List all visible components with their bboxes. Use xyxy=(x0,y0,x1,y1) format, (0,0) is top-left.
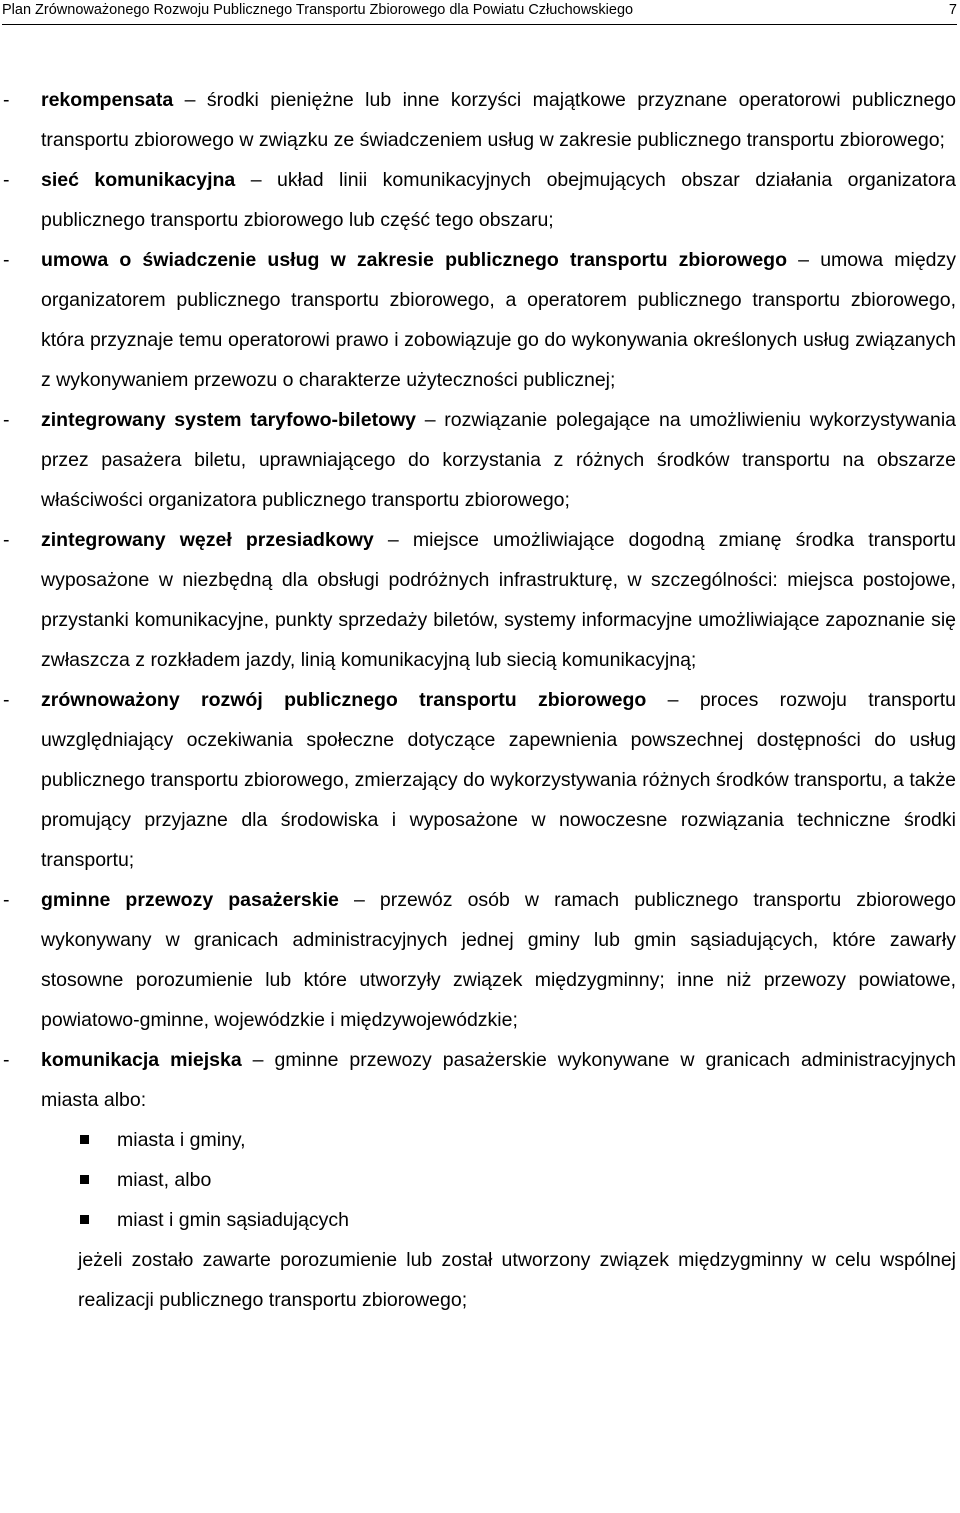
sub-list-item xyxy=(0,1160,956,1200)
square-bullet-icon xyxy=(80,1175,89,1184)
closing-paragraph: jeżeli zostało zawarte porozumienie lub został utworzony związek międzygminny w celu wspólnej realizacji publicznego transportu zbiorowego; xyxy=(78,1249,956,1311)
page-header xyxy=(2,0,957,25)
term-separator: – xyxy=(241,1049,275,1071)
definition-text: środki pieniężne lub inne korzyści majątkowe przyznane operatorowi publicznego transportu zbiorowego w związku ze świadczeniem usług w zakresie publicznego transportu zbiorowego; xyxy=(41,89,956,151)
dash-marker: - xyxy=(3,249,10,271)
definition-term: sieć komunikacyjna xyxy=(41,169,236,191)
definition-term: umowa o świadczenie usług w zakresie publicznego transportu zbiorowego xyxy=(41,249,787,271)
term-separator: – xyxy=(646,689,700,711)
definition-item xyxy=(0,520,956,680)
definition-text: przewóz osób w ramach publicznego transportu zbiorowego wykonywany w granicach administracyjnych jednej gminy lub gmin sąsiadujących, które zawarły stosowne porozumienie lub które utworzyły związek międzygminny; inne niż przewozy powiatowe, powiatowo-gminne, wojewódzkie i międzywojewódzkie; xyxy=(41,889,956,1031)
dash-marker: - xyxy=(3,1049,10,1071)
definition-term: zintegrowany węzeł przesiadkowy xyxy=(41,529,374,551)
dash-marker: - xyxy=(3,889,10,911)
page-number: 7 xyxy=(948,2,957,18)
header-title: Plan Zrównoważonego Rozwoju Publicznego Transportu Zbiorowego dla Powiatu Człuchowskiego xyxy=(2,2,634,18)
term-separator: – xyxy=(787,249,821,271)
square-bullet-icon xyxy=(80,1135,89,1144)
sub-list-item xyxy=(0,1120,956,1160)
term-separator: – xyxy=(373,529,413,551)
square-bullet-icon xyxy=(80,1215,89,1224)
definition-term: zrównoważony rozwój publicznego transportu zbiorowego xyxy=(41,689,647,711)
definition-item xyxy=(0,680,956,880)
definitions-list xyxy=(0,80,956,1320)
definition-item xyxy=(0,80,956,160)
definition-text: gminne przewozy pasażerskie wykonywane w granicach administracyjnych miasta albo: xyxy=(41,1049,956,1111)
definition-term: gminne przewozy pasażerskie xyxy=(41,889,339,911)
sub-item-text: miast, albo xyxy=(117,1169,212,1191)
dash-marker: - xyxy=(3,169,10,191)
term-separator: – xyxy=(173,89,207,111)
definition-item xyxy=(0,1040,956,1120)
definition-text: umowa między organizatorem publicznego transportu zbiorowego, a operatorem publicznego transportu zbiorowego, która przyznaje temu operatorowi prawo i zobowiązuje go do wykonywania określonych usług związanych z wykonywaniem przewozu o charakterze użyteczności publicznej; xyxy=(41,249,957,391)
term-separator: – xyxy=(416,409,445,431)
dash-marker: - xyxy=(3,529,10,551)
dash-marker: - xyxy=(3,89,10,111)
definition-text: proces rozwoju transportu uwzględniający oczekiwania społeczne dotyczące zapewnienia powszechnej dostępności do usług publicznego transportu zbiorowego, zmierzający do wykorzystywania różnych środków transportu, a także promujący przyjazne dla środowiska i wyposażone w nowoczesne rozwiązania techniczne środki transportu; xyxy=(41,689,957,871)
sub-item-text: miast i gmin sąsiadujących xyxy=(117,1209,349,1231)
dash-marker: - xyxy=(3,409,10,431)
definition-text: układ linii komunikacyjnych obejmujących obszar działania organizatora publicznego transportu zbiorowego lub część tego obszaru; xyxy=(41,169,956,231)
definition-item xyxy=(0,160,956,240)
term-separator: – xyxy=(235,169,277,191)
definition-item xyxy=(0,400,956,520)
definition-term: komunikacja miejska xyxy=(41,1049,242,1071)
definition-term: zintegrowany system taryfowo-biletowy xyxy=(41,409,416,431)
term-separator: – xyxy=(338,889,380,911)
sub-list-item xyxy=(0,1200,956,1240)
sub-item-text: miasta i gminy, xyxy=(117,1129,246,1151)
definition-item xyxy=(0,240,956,400)
definition-text: miejsce umożliwiające dogodną zmianę środka transportu wyposażone w niezbędną dla obsługi podróżnych infrastrukturę, w szczególności: miejsca postojowe, przystanki komunikacyjne, punkty sprzedaży biletów, systemy informacyjne umożliwiające zapoznanie się zwłaszcza z rozkładem jazdy, linią komunikacyjną lub siecią komunikacyjną; xyxy=(41,529,957,671)
definition-term: rekompensata xyxy=(41,89,174,111)
definition-item xyxy=(0,880,956,1040)
dash-marker: - xyxy=(3,689,10,711)
definition-text: rozwiązanie polegające na umożliwieniu wykorzystywania przez pasażera biletu, uprawniającego do korzystania z różnych środków transportu na obszarze właściwości organizatora publicznego transportu zbiorowego; xyxy=(41,409,957,511)
